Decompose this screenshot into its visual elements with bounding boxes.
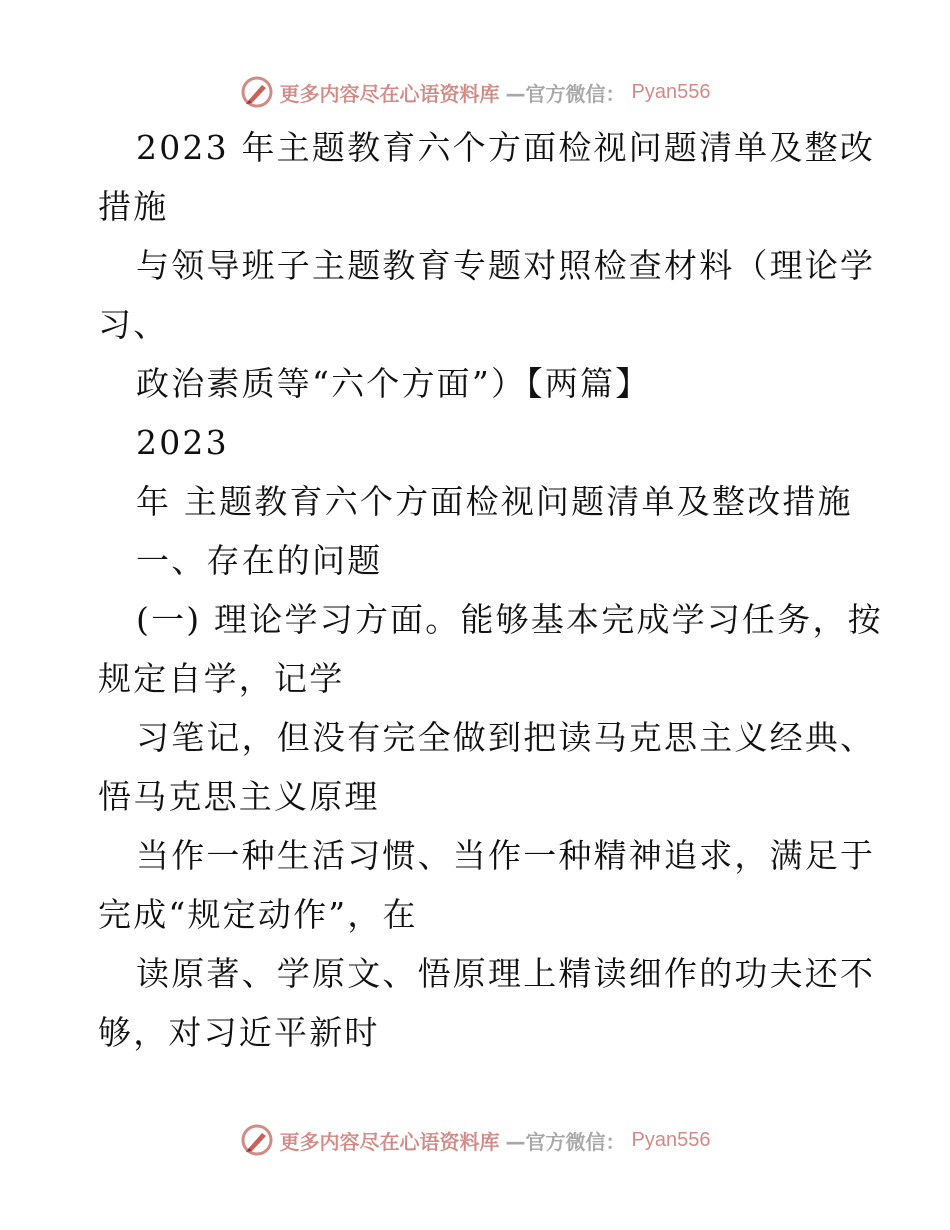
doc-subtitle-line-1: 与领导班子主题教育专题对照检查材料（理论学 <box>136 246 876 285</box>
paragraph-line-7: 读原著、学原文、悟原理上精读细作的功夫还不 <box>136 954 876 993</box>
paragraph-line-1: (一) 理论学习方面。能够基本完成学习任务，按 <box>136 600 883 639</box>
paragraph-line-8: 够，对习近平新时 <box>98 1013 380 1052</box>
watermark-wechat-id: Pyan556 <box>631 80 711 103</box>
section-heading-line: 年 主题教育六个方面检视问题清单及整改措施 <box>136 482 853 521</box>
watermark-site-text: 更多内容尽在心语资料库 <box>279 81 500 106</box>
watermark-wechat-label: —官方微信： <box>505 1129 626 1154</box>
paragraph-line-5: 当作一种生活习惯、当作一种精神追求，满足于 <box>136 836 876 875</box>
paragraph-line-3: 习笔记，但没有完全做到把读马克思主义经典、 <box>136 718 876 757</box>
watermark-site-text: 更多内容尽在心语资料库 <box>279 1129 500 1154</box>
doc-title-line-2: 措施 <box>98 187 169 226</box>
paragraph-line-2: 规定自学，记学 <box>98 659 345 698</box>
watermark-wechat-id: Pyan556 <box>631 1128 711 1151</box>
doc-subtitle-line-3: 政治素质等“六个方面”）【两篇】 <box>136 364 651 403</box>
pen-logo-icon <box>240 1123 274 1157</box>
paragraph-line-4: 悟马克思主义原理 <box>98 777 380 816</box>
watermark-wechat-label: —官方微信： <box>505 81 626 106</box>
paragraph-line-6: 完成“规定动作”，在 <box>98 895 418 934</box>
header-watermark <box>0 72 950 112</box>
doc-subtitle-line-2: 习、 <box>98 305 169 344</box>
section-year-line: 2023 <box>136 423 229 462</box>
footer-watermark <box>0 1120 950 1160</box>
doc-title-line-1: 2023 年主题教育六个方面检视问题清单及整改 <box>136 128 876 167</box>
pen-logo-icon <box>240 75 274 109</box>
problems-heading: 一、存在的问题 <box>136 541 383 580</box>
